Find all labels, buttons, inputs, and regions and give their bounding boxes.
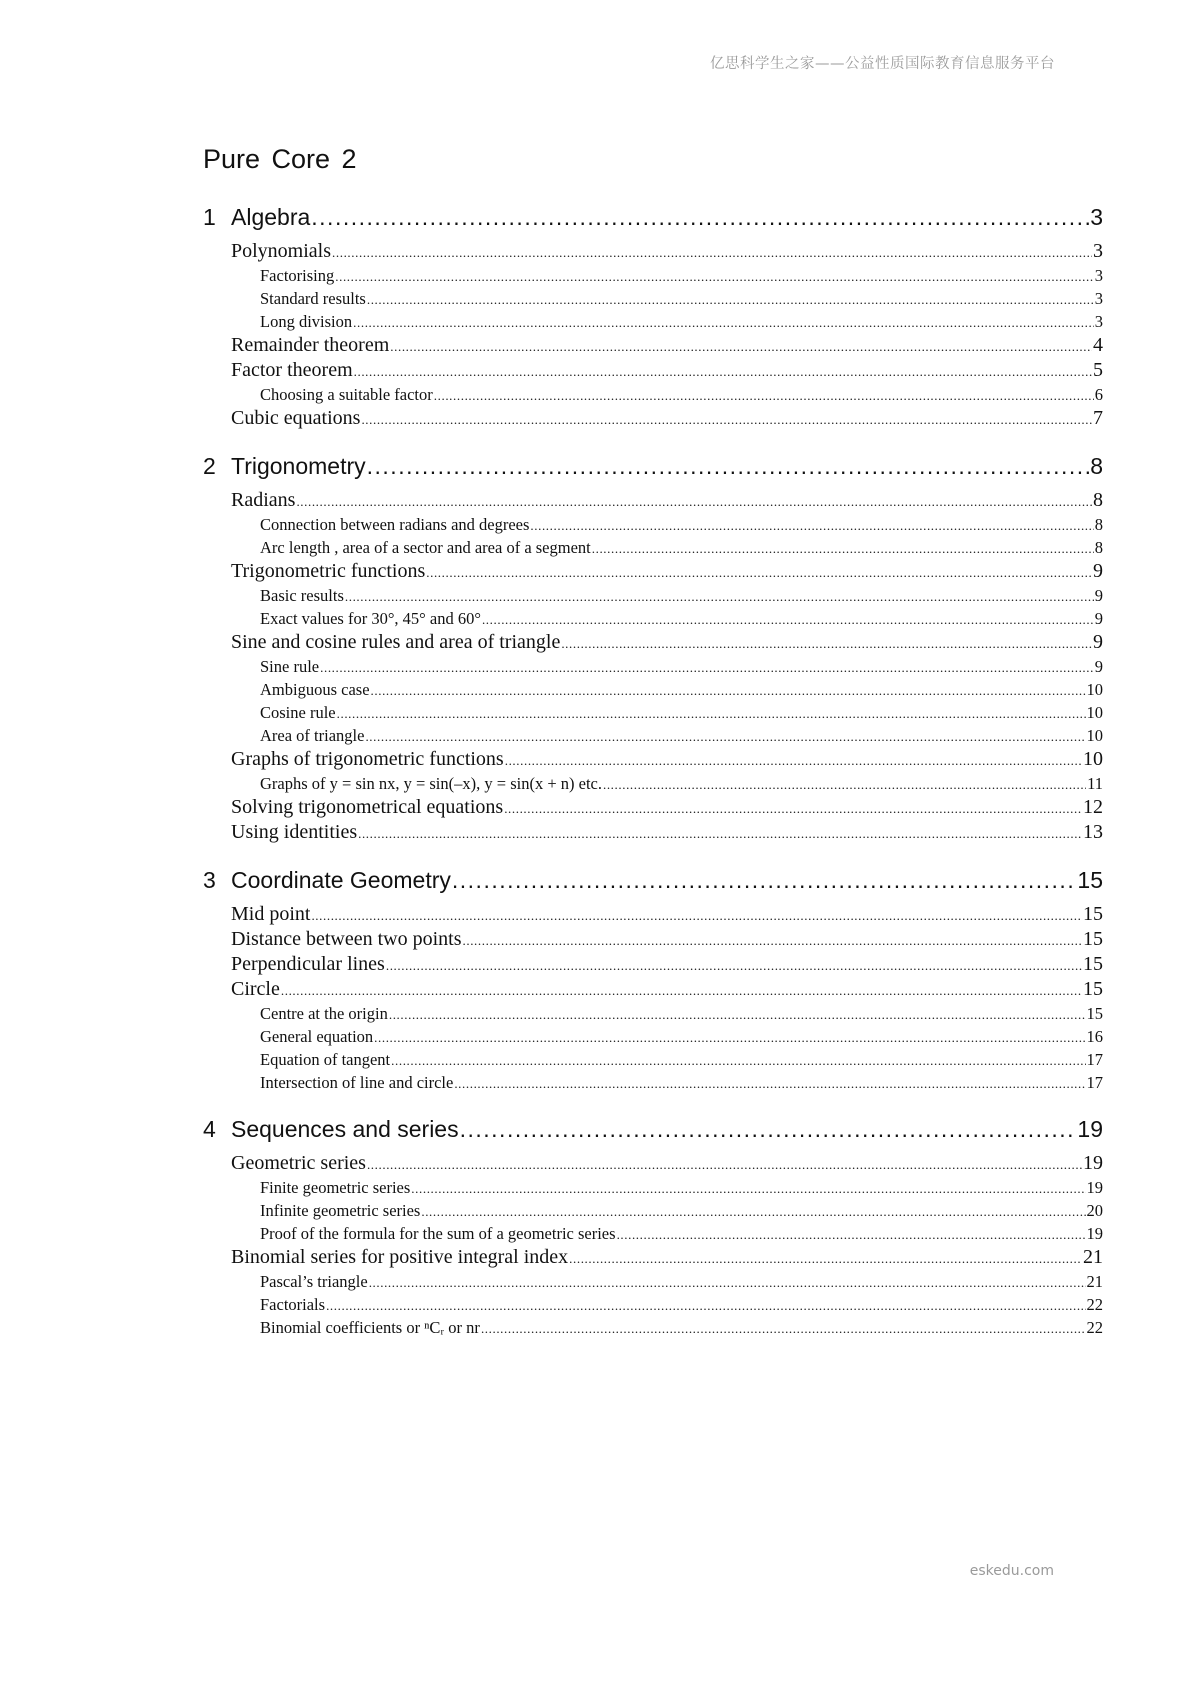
dot-leader	[361, 407, 1092, 432]
toc-subsection-row[interactable]	[203, 1270, 1103, 1293]
footer-watermark: eskedu.com	[969, 1563, 1054, 1579]
toc-subsection-row[interactable]	[203, 1071, 1103, 1094]
page-number: 15	[1077, 867, 1103, 893]
page-number: 17	[1086, 1073, 1103, 1092]
entry-title: Solving trigonometrical equations	[231, 796, 504, 818]
chapter-number: 2	[203, 453, 216, 479]
dot-leader	[592, 537, 1094, 560]
page-number: 10	[1086, 726, 1103, 745]
entry-title: Centre at the origin	[260, 1004, 388, 1023]
chapter-title: Coordinate Geometry	[231, 867, 451, 893]
page-number: 3	[1093, 240, 1103, 262]
page-number: 20	[1086, 1201, 1103, 1220]
page-number: 22	[1086, 1318, 1103, 1337]
dot-leader	[335, 265, 1094, 288]
entry-title: General equation	[260, 1027, 374, 1046]
toc-section-row[interactable]	[203, 977, 1103, 1002]
entry-title: Area of triangle	[260, 726, 365, 745]
dot-leader	[332, 240, 1092, 265]
dot-leader	[454, 1072, 1085, 1095]
toc-subsection-row[interactable]	[203, 1316, 1103, 1339]
dot-leader	[482, 608, 1094, 631]
toc-section-row[interactable]	[203, 820, 1103, 845]
entry-title: Equation of tangent	[260, 1050, 391, 1069]
toc-subsection-row[interactable]	[203, 383, 1103, 406]
dot-leader	[326, 1294, 1085, 1317]
dot-leader	[561, 631, 1092, 656]
entry-title: Graphs of y = sin nx, y = sin(–x), y = sin(x + n) etc.	[260, 774, 602, 793]
dot-leader	[320, 656, 1094, 679]
chapter-coordinate-geometry	[203, 863, 1103, 1094]
dot-leader	[281, 978, 1082, 1003]
entry-title: Proof of the formula for the sum of a geometric series	[260, 1224, 616, 1243]
page-number: 3	[1094, 266, 1103, 285]
dot-leader	[367, 288, 1094, 311]
page-number: 15	[1083, 978, 1103, 1000]
dot-leader	[603, 773, 1086, 796]
entry-title: Binomial coefficients or ⁿCᵣ or nr	[260, 1318, 480, 1337]
dot-leader	[505, 748, 1082, 773]
dot-leader	[460, 1112, 1077, 1146]
toc-section-row[interactable]	[203, 488, 1103, 513]
entry-title: Using identities	[231, 821, 358, 843]
toc-subsection-row[interactable]	[203, 1222, 1103, 1245]
page-number: 8	[1093, 489, 1103, 511]
dot-leader	[296, 489, 1092, 514]
entry-title: Arc length , area of a sector and area of a segment	[260, 538, 591, 557]
chapter-title: Trigonometry	[231, 453, 366, 479]
toc-subsection-row[interactable]	[203, 1048, 1103, 1071]
toc-section-row[interactable]	[203, 795, 1103, 820]
page-number: 21	[1083, 1246, 1103, 1268]
page-number: 22	[1086, 1295, 1103, 1314]
dot-leader	[421, 1200, 1085, 1223]
toc-section-row[interactable]	[203, 358, 1103, 383]
page-number: 19	[1077, 1116, 1103, 1142]
page-number: 15	[1086, 1004, 1103, 1023]
page-number: 12	[1083, 796, 1103, 818]
toc-section-row[interactable]	[203, 1245, 1103, 1270]
page-number: 4	[1093, 334, 1103, 356]
dot-leader	[481, 1317, 1086, 1340]
dot-leader	[504, 796, 1082, 821]
page-number: 9	[1094, 657, 1103, 676]
toc-subsection-row[interactable]	[203, 607, 1103, 630]
toc-section-row[interactable]	[203, 239, 1103, 264]
entry-title: Perpendicular lines	[231, 953, 385, 975]
dot-leader	[386, 953, 1082, 978]
entry-title: Factor theorem	[231, 359, 353, 381]
toc-chapter-row[interactable]	[203, 200, 1103, 234]
toc-chapter-row[interactable]	[203, 863, 1103, 897]
page-number: 19	[1086, 1224, 1103, 1243]
toc-subsection-row[interactable]	[203, 655, 1103, 678]
entry-title: Remainder theorem	[231, 334, 390, 356]
toc-subsection-row[interactable]	[203, 1025, 1103, 1048]
dot-leader	[530, 514, 1093, 537]
document-title: Pure Core 2	[203, 144, 357, 174]
entry-title: Sine rule	[260, 657, 320, 676]
page-number: 21	[1086, 1272, 1103, 1291]
page-number: 6	[1094, 385, 1103, 404]
dot-leader	[452, 863, 1077, 897]
entry-title: Choosing a suitable factor	[260, 385, 433, 404]
entry-title: Exact values for 30°, 45° and 60°	[260, 609, 481, 628]
entry-title: Connection between radians and degrees	[260, 515, 530, 534]
chapter-number: 4	[203, 1116, 216, 1142]
entry-title: Binomial series for positive integral index	[231, 1246, 569, 1268]
toc-subsection-row[interactable]	[203, 1199, 1103, 1222]
dot-leader	[374, 1026, 1085, 1049]
toc-section-row[interactable]	[203, 559, 1103, 584]
page-number: 9	[1094, 609, 1103, 628]
page-number: 15	[1083, 928, 1103, 950]
entry-title: Basic results	[260, 586, 344, 605]
page-number: 8	[1094, 515, 1103, 534]
chapter-algebra	[203, 200, 1103, 431]
toc-subsection-row[interactable]	[203, 1293, 1103, 1316]
page-number: 13	[1083, 821, 1103, 843]
toc-subsection-row[interactable]	[203, 772, 1103, 795]
entry-title: Factorising	[260, 266, 335, 285]
dot-leader	[354, 359, 1092, 384]
page-number: 10	[1086, 680, 1103, 699]
page-number: 5	[1093, 359, 1103, 381]
toc-chapter-row[interactable]	[203, 449, 1103, 483]
dot-leader	[311, 200, 1089, 234]
toc-section-row[interactable]	[203, 927, 1103, 952]
dot-leader	[411, 1177, 1085, 1200]
entry-title: Standard results	[260, 289, 366, 308]
entry-title: Cosine rule	[260, 703, 336, 722]
toc-section-row[interactable]	[203, 952, 1103, 977]
chapter-title: Algebra	[231, 204, 311, 230]
entry-title: Finite geometric series	[260, 1178, 411, 1197]
dot-leader	[345, 585, 1094, 608]
dot-leader	[311, 903, 1082, 928]
page-number: 3	[1094, 312, 1103, 331]
toc-subsection-row[interactable]	[203, 724, 1103, 747]
page-number: 15	[1083, 953, 1103, 975]
dot-leader	[365, 725, 1085, 748]
toc-section-row[interactable]	[203, 747, 1103, 772]
page-number: 8	[1090, 453, 1103, 479]
dot-leader	[390, 334, 1092, 359]
entry-title: Mid point	[231, 903, 311, 925]
toc-subsection-row[interactable]	[203, 264, 1103, 287]
dot-leader	[353, 311, 1094, 334]
dot-leader	[369, 1271, 1086, 1294]
page-number: 3	[1090, 204, 1103, 230]
toc-section-row[interactable]	[203, 630, 1103, 655]
toc-section-row[interactable]	[203, 1151, 1103, 1176]
page-number: 9	[1094, 586, 1103, 605]
header-watermark: 亿思科学生之家——公益性质国际教育信息服务平台	[710, 56, 1055, 72]
toc-section-row[interactable]	[203, 333, 1103, 358]
page-number: 16	[1086, 1027, 1103, 1046]
toc-subsection-row[interactable]	[203, 1176, 1103, 1199]
entry-title: Trigonometric functions	[231, 560, 426, 582]
entry-title: Geometric series	[231, 1152, 366, 1174]
entry-title: Infinite geometric series	[260, 1201, 421, 1220]
dot-leader	[389, 1003, 1086, 1026]
toc-subsection-row[interactable]	[203, 584, 1103, 607]
page-number: 9	[1093, 631, 1103, 653]
entry-title: Graphs of trigonometric functions	[231, 748, 504, 770]
toc-subsection-row[interactable]	[203, 287, 1103, 310]
dot-leader	[463, 928, 1083, 953]
dot-leader	[367, 449, 1090, 483]
page-number: 10	[1083, 748, 1103, 770]
toc-subsection-row[interactable]	[203, 310, 1103, 333]
page-number: 17	[1086, 1050, 1103, 1069]
entry-title: Radians	[231, 489, 296, 511]
page-number: 9	[1093, 560, 1103, 582]
chapter-trigonometry	[203, 449, 1103, 845]
chapter-number: 3	[203, 867, 216, 893]
entry-title: Cubic equations	[231, 407, 361, 429]
dot-leader	[569, 1246, 1082, 1271]
chapter-title: Sequences and series	[231, 1116, 459, 1142]
entry-title: Factorials	[260, 1295, 326, 1314]
page-number: 11	[1087, 774, 1103, 793]
page-number: 3	[1094, 289, 1103, 308]
entry-title: Long division	[260, 312, 353, 331]
toc-subsection-row[interactable]	[203, 701, 1103, 724]
dot-leader	[367, 1152, 1082, 1177]
chapter-number: 1	[203, 204, 216, 230]
toc-chapter-row[interactable]	[203, 1112, 1103, 1146]
dot-leader	[358, 821, 1082, 846]
entry-title: Ambiguous case	[260, 680, 370, 699]
dot-leader	[617, 1223, 1086, 1246]
entry-title: Distance between two points	[231, 928, 462, 950]
toc-subsection-row[interactable]	[203, 678, 1103, 701]
entry-title: Circle	[231, 978, 280, 1000]
dot-leader	[434, 384, 1094, 407]
page-number: 10	[1086, 703, 1103, 722]
toc-section-row[interactable]	[203, 902, 1103, 927]
toc-subsection-row[interactable]	[203, 1002, 1103, 1025]
dot-leader	[371, 679, 1086, 702]
page-number: 7	[1093, 407, 1103, 429]
page-number: 8	[1094, 538, 1103, 557]
dot-leader	[391, 1049, 1085, 1072]
dot-leader	[426, 560, 1092, 585]
toc-subsection-row[interactable]	[203, 536, 1103, 559]
dot-leader	[337, 702, 1086, 725]
entry-title: Polynomials	[231, 240, 332, 262]
page-number: 15	[1083, 903, 1103, 925]
toc-subsection-row[interactable]	[203, 513, 1103, 536]
entry-title: Sine and cosine rules and area of triangle	[231, 631, 561, 653]
chapter-sequences-and-series	[203, 1112, 1103, 1339]
entry-title: Intersection of line and circle	[260, 1073, 454, 1092]
table-of-contents	[203, 200, 1103, 1357]
page-number: 19	[1086, 1178, 1103, 1197]
toc-section-row[interactable]	[203, 406, 1103, 431]
page-number: 19	[1083, 1152, 1103, 1174]
entry-title: Pascal’s triangle	[260, 1272, 368, 1291]
